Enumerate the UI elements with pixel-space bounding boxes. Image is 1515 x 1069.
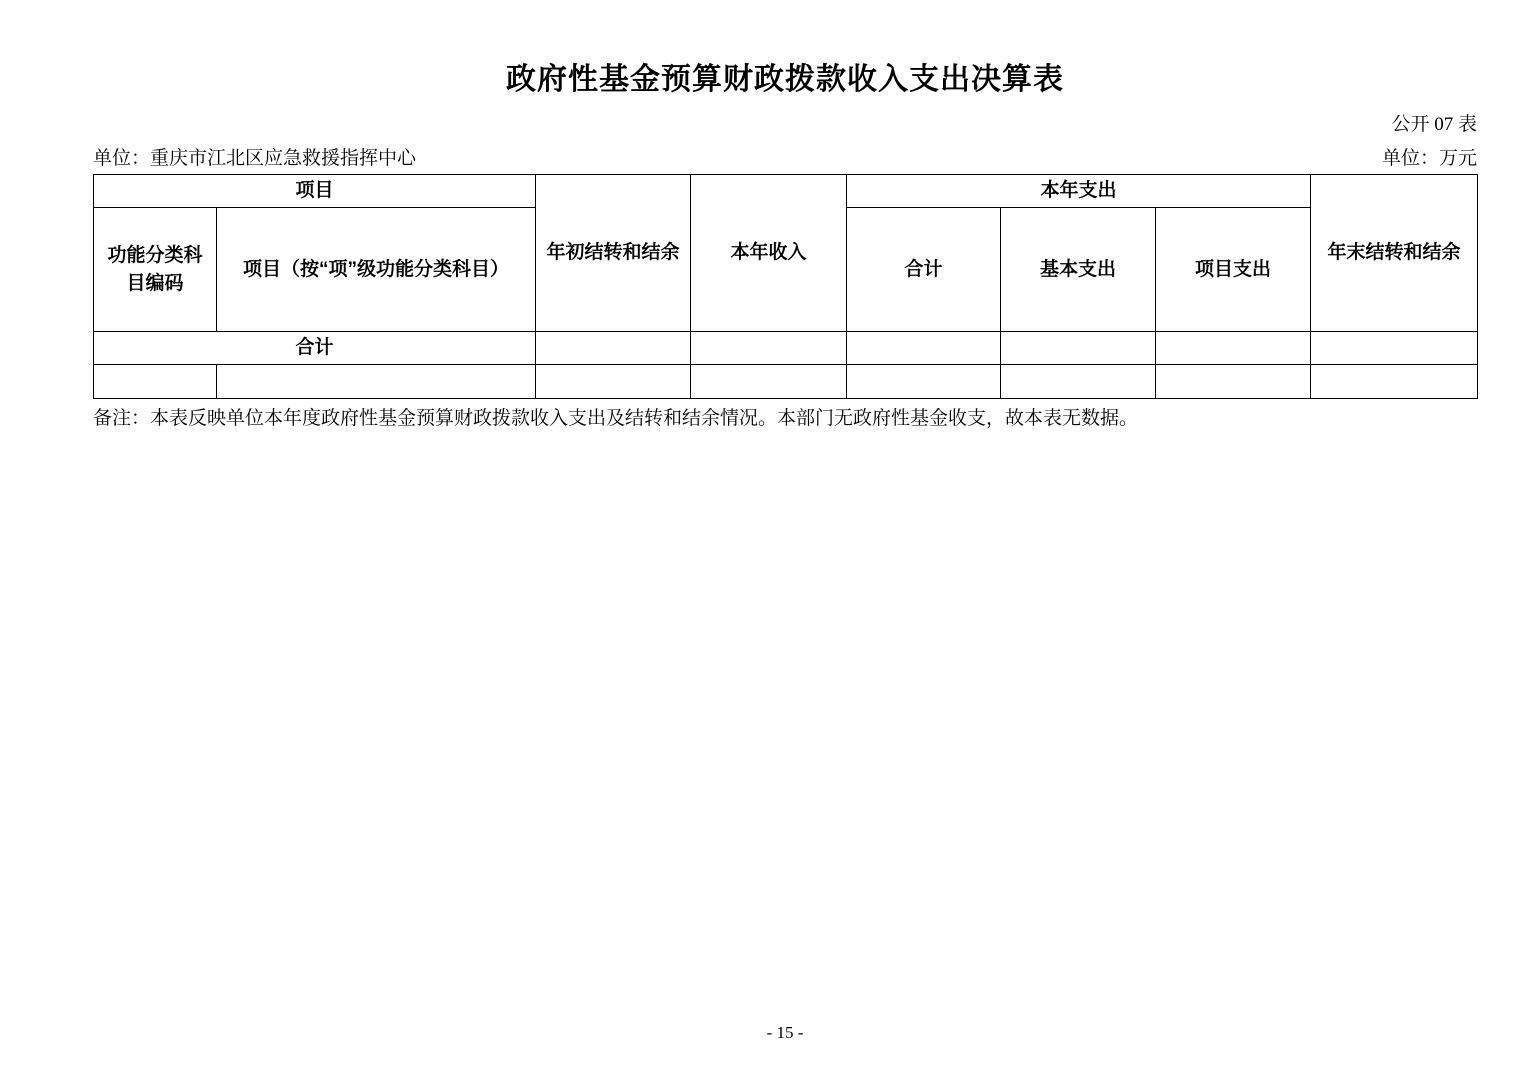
total-year-income-cell bbox=[691, 332, 847, 365]
total-begin-balance-cell bbox=[536, 332, 691, 365]
blank-end-balance-cell bbox=[1311, 365, 1478, 399]
table-row-total bbox=[94, 332, 1478, 365]
blank-begin-balance-cell bbox=[536, 365, 691, 399]
header-basic-expense: 基本支出 bbox=[1001, 208, 1156, 332]
header-year-income: 本年收入 bbox=[691, 175, 847, 332]
blank-function-code-cell bbox=[94, 365, 217, 399]
blank-basic-expense-cell bbox=[1001, 365, 1156, 399]
blank-project-expense-cell bbox=[1156, 365, 1311, 399]
unit-currency-label: 单位：万元 bbox=[1381, 148, 1477, 169]
total-project-expense-cell bbox=[1156, 332, 1311, 365]
header-function-code: 功能分类科目编码 bbox=[94, 208, 217, 332]
table-label: 公开 07 表 bbox=[1391, 114, 1477, 135]
table-header-row-group bbox=[94, 175, 1478, 208]
unit-name-label: 单位：重庆市江北区应急救援指挥中心 bbox=[93, 148, 417, 169]
total-expense-total-cell bbox=[847, 332, 1001, 365]
header-begin-balance: 年初结转和结余 bbox=[536, 175, 691, 332]
table-row-blank bbox=[94, 365, 1478, 399]
header-expense-total: 合计 bbox=[847, 208, 1001, 332]
page-number: - 15 - bbox=[766, 1023, 804, 1042]
fund-budget-table bbox=[93, 174, 1478, 399]
header-end-balance: 年末结转和结余 bbox=[1311, 175, 1478, 332]
unit-row bbox=[93, 147, 1477, 171]
note-text: 备注：本表反映单位本年度政府性基金预算财政拨款收入支出及结转和结余情况。本部门无政府性基金收支，故本表无数据。 bbox=[93, 408, 1139, 429]
total-end-balance-cell bbox=[1311, 332, 1478, 365]
total-row-label: 合计 bbox=[94, 332, 536, 365]
header-project-item: 项目（按“项”级功能分类科目） bbox=[217, 208, 536, 332]
total-basic-expense-cell bbox=[1001, 332, 1156, 365]
blank-project-item-cell bbox=[217, 365, 536, 399]
blank-expense-total-cell bbox=[847, 365, 1001, 399]
header-year-expense-group: 本年支出 bbox=[847, 175, 1311, 208]
document-content bbox=[93, 0, 1477, 431]
header-project-expense: 项目支出 bbox=[1156, 208, 1311, 332]
header-project-group: 项目 bbox=[94, 175, 536, 208]
page-title: 政府性基金预算财政拨款收入支出决算表 bbox=[506, 63, 1064, 96]
blank-year-income-cell bbox=[691, 365, 847, 399]
